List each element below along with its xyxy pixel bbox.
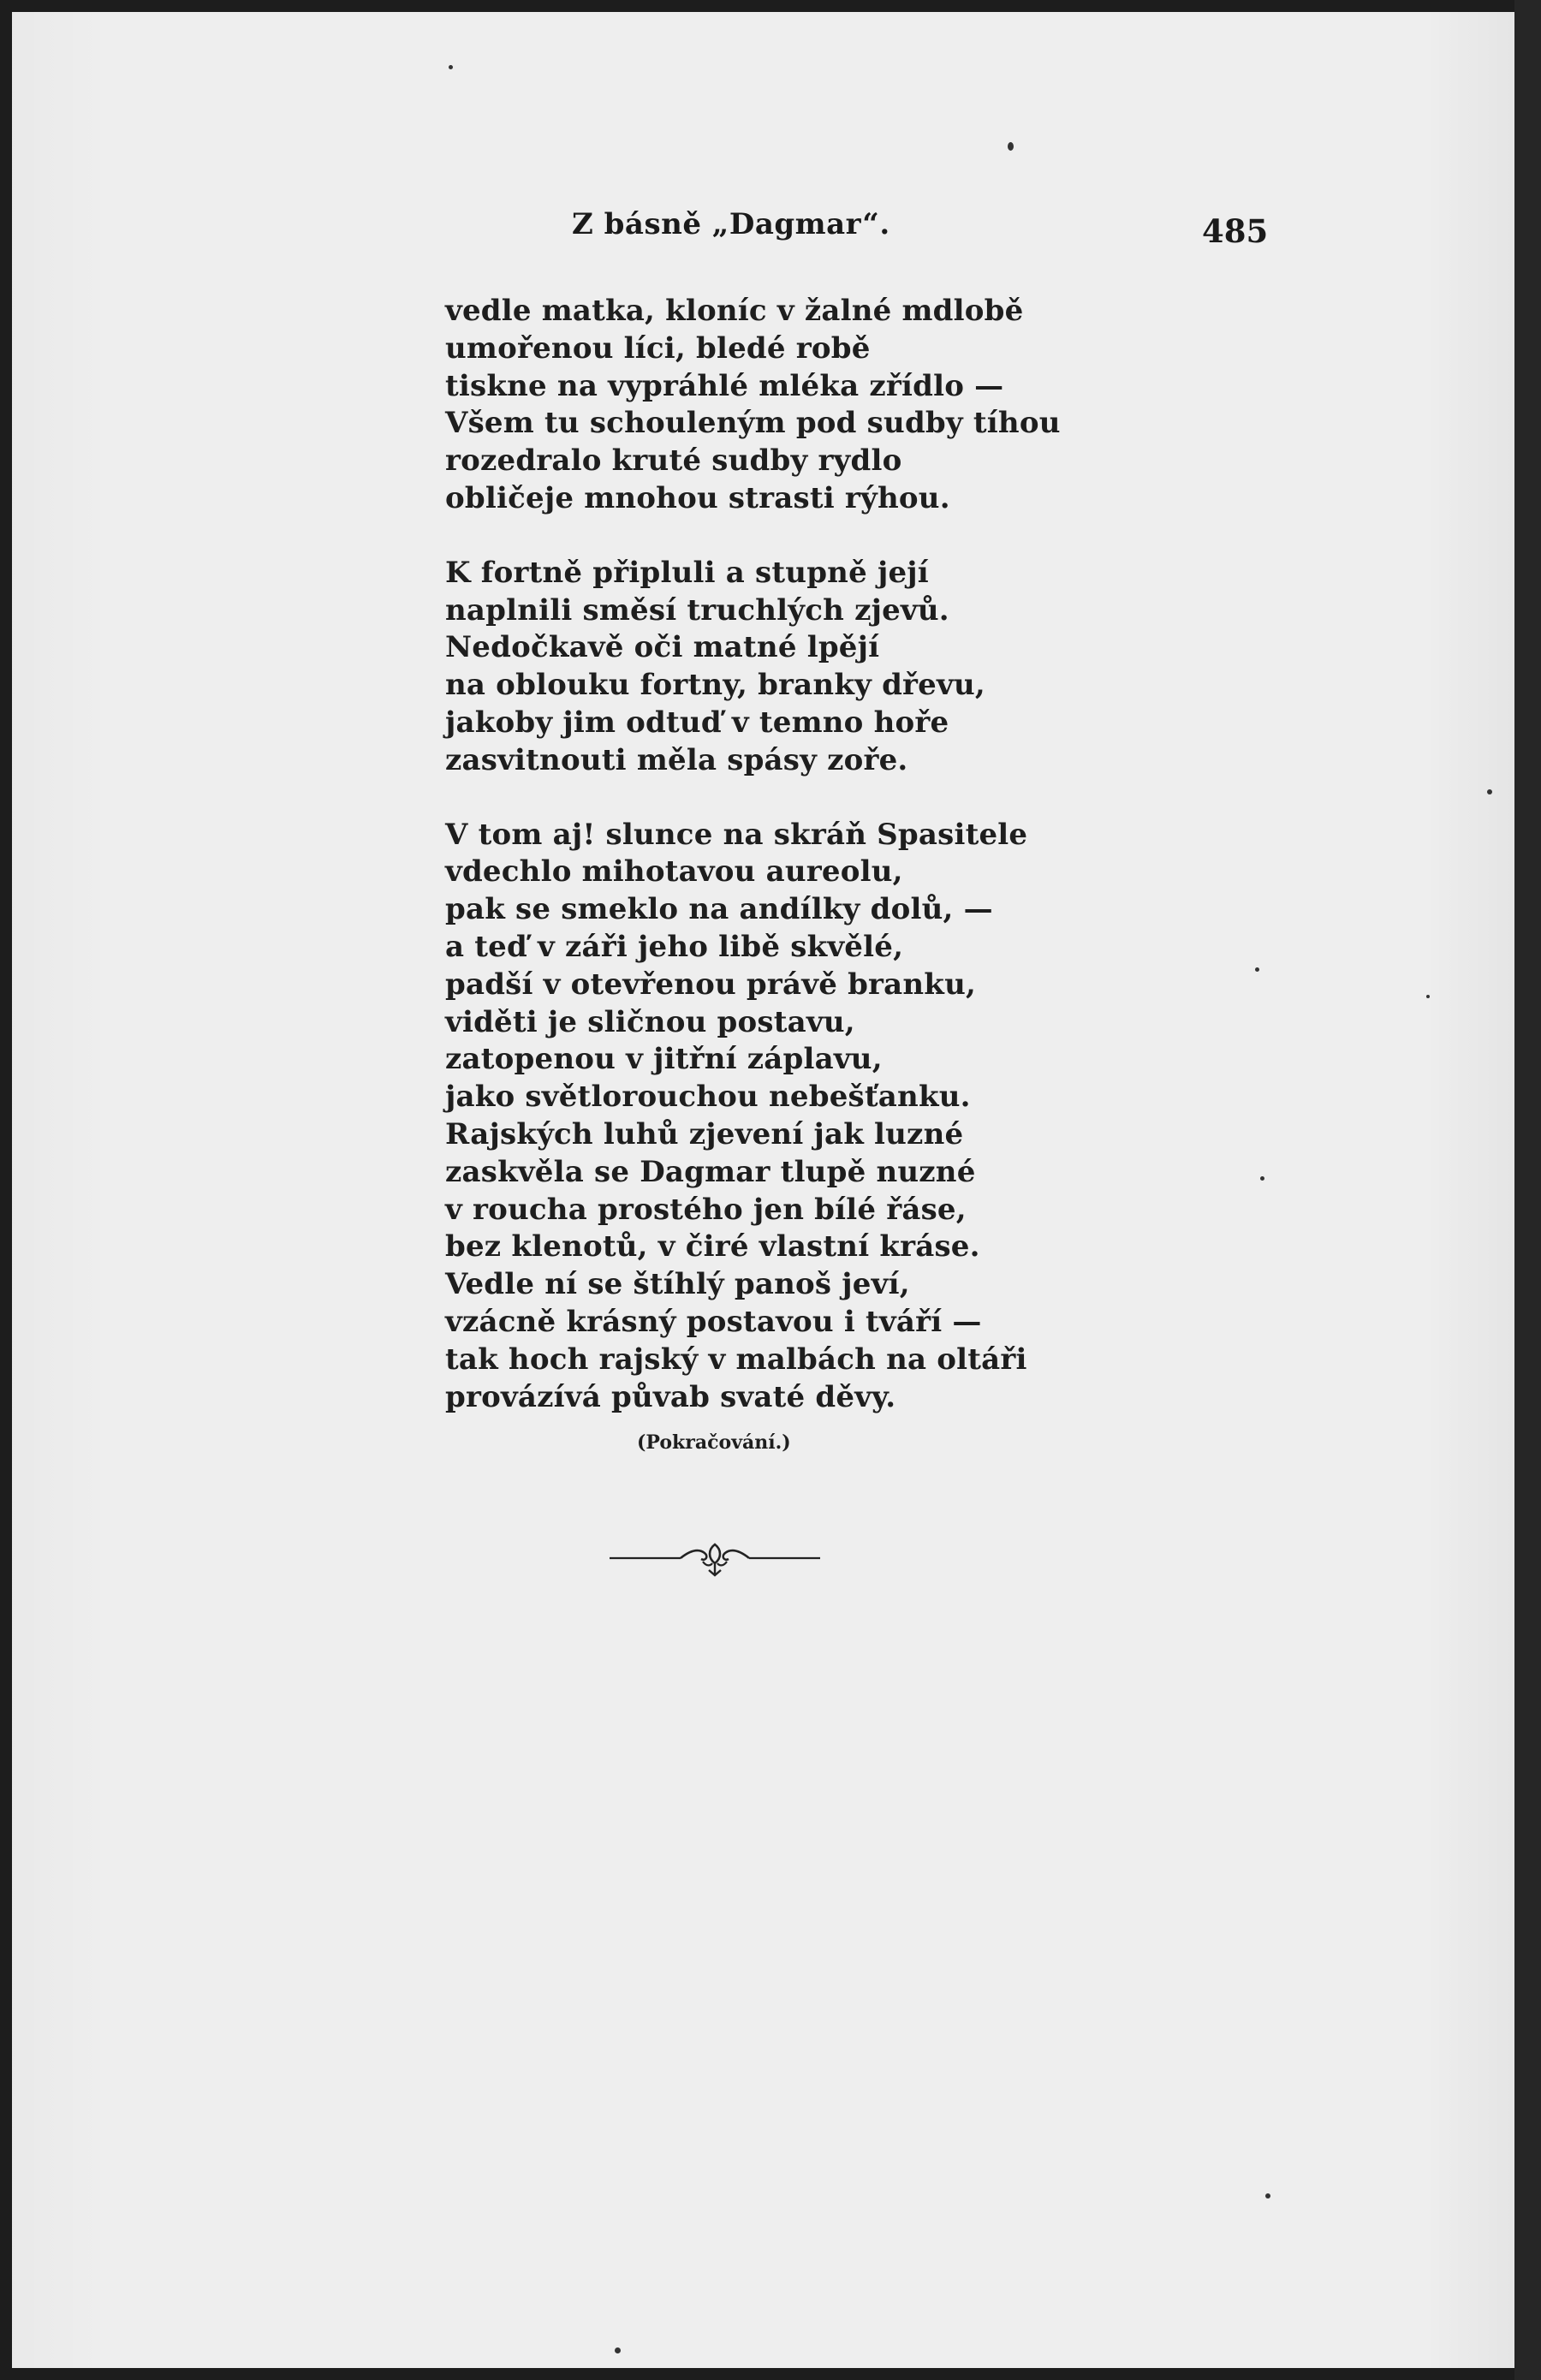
poem-line: jako světlorouchou nebešťanku.: [445, 1080, 971, 1115]
scan-speck: [1255, 967, 1259, 972]
poem-line: padší v otevřenou právě branku,: [445, 967, 977, 1002]
poem-line: vedle matka, kloníc v žalné mdlobě: [445, 294, 1024, 328]
poem-line: obličeje mnohou strasti rýhou.: [445, 480, 950, 515]
poem-line: viděti je sličnou postavu,: [445, 1004, 855, 1039]
poem-line: Všem tu schouleným pod sudby tíhou: [445, 406, 1061, 441]
poem-line: K fortně připluli a stupně její: [445, 555, 929, 590]
page-number: 485: [1202, 212, 1269, 250]
poem-line: umořenou líci, bledé robě: [445, 330, 871, 366]
poem-line: pak se smeklo na andílky dolů, —: [445, 892, 993, 927]
book-page: [12, 12, 1514, 2368]
scan-speck: [1487, 789, 1492, 794]
scan-speck: [615, 2347, 621, 2353]
running-title: Z básně „Dagmar“.: [572, 207, 890, 241]
poem-line: Rajských luhů zjevení jak luzné: [445, 1116, 964, 1151]
poem-line: naplnili směsí truchlých zjevů.: [445, 592, 949, 628]
poem-line: a teď v záři jeho libě skvělé,: [445, 929, 904, 964]
poem-line: na oblouku fortny, branky dřevu,: [445, 668, 985, 703]
poem-line: tiskne na vypráhlé mléka zřídlo —: [445, 368, 1004, 403]
continuation-note: (Pokračování.): [637, 1431, 791, 1454]
poem-line: v roucha prostého jen bílé řáse,: [445, 1192, 967, 1227]
fleuron-ornament-icon: [608, 1538, 822, 1580]
scan-speck: [1426, 995, 1430, 998]
poem-line: jakoby jim odtuď v temno hoře: [445, 705, 949, 740]
poem-line: Nedočkavě oči matné lpějí: [445, 630, 880, 665]
poem-line: provázívá půvab svaté děvy.: [445, 1379, 896, 1414]
poem-line: tak hoch rajský v malbách na oltáři: [445, 1342, 1027, 1377]
poem-text: [445, 293, 1113, 1453]
poem-line: rozedralo kruté sudby rydlo: [445, 443, 902, 479]
scan-border: [1514, 0, 1541, 2380]
poem-line: vdechlo mihotavou aureolu,: [445, 854, 903, 890]
stanza: [445, 817, 1113, 1417]
scan-speck: [449, 65, 453, 69]
poem-line: bez klenotů, v čiré vlastní kráse.: [445, 1229, 980, 1264]
scan-speck: [1265, 2193, 1270, 2199]
scan-speck: [1008, 142, 1014, 151]
poem-line: V tom aj! slunce na skráň Spasitele: [445, 817, 1028, 852]
stanza: [445, 555, 1113, 780]
poem-line: zaskvěla se Dagmar tlupě nuzné: [445, 1154, 976, 1189]
poem-line: zasvitnouti měla spásy zoře.: [445, 742, 908, 777]
poem-line: vzácně krásný postavou i tváří —: [445, 1304, 982, 1339]
poem-line: Vedle ní se štíhlý panoš jeví,: [445, 1267, 910, 1302]
poem-line: zatopenou v jitřní záplavu,: [445, 1042, 883, 1077]
stanza: [445, 293, 1113, 518]
scan-speck: [1260, 1176, 1264, 1181]
